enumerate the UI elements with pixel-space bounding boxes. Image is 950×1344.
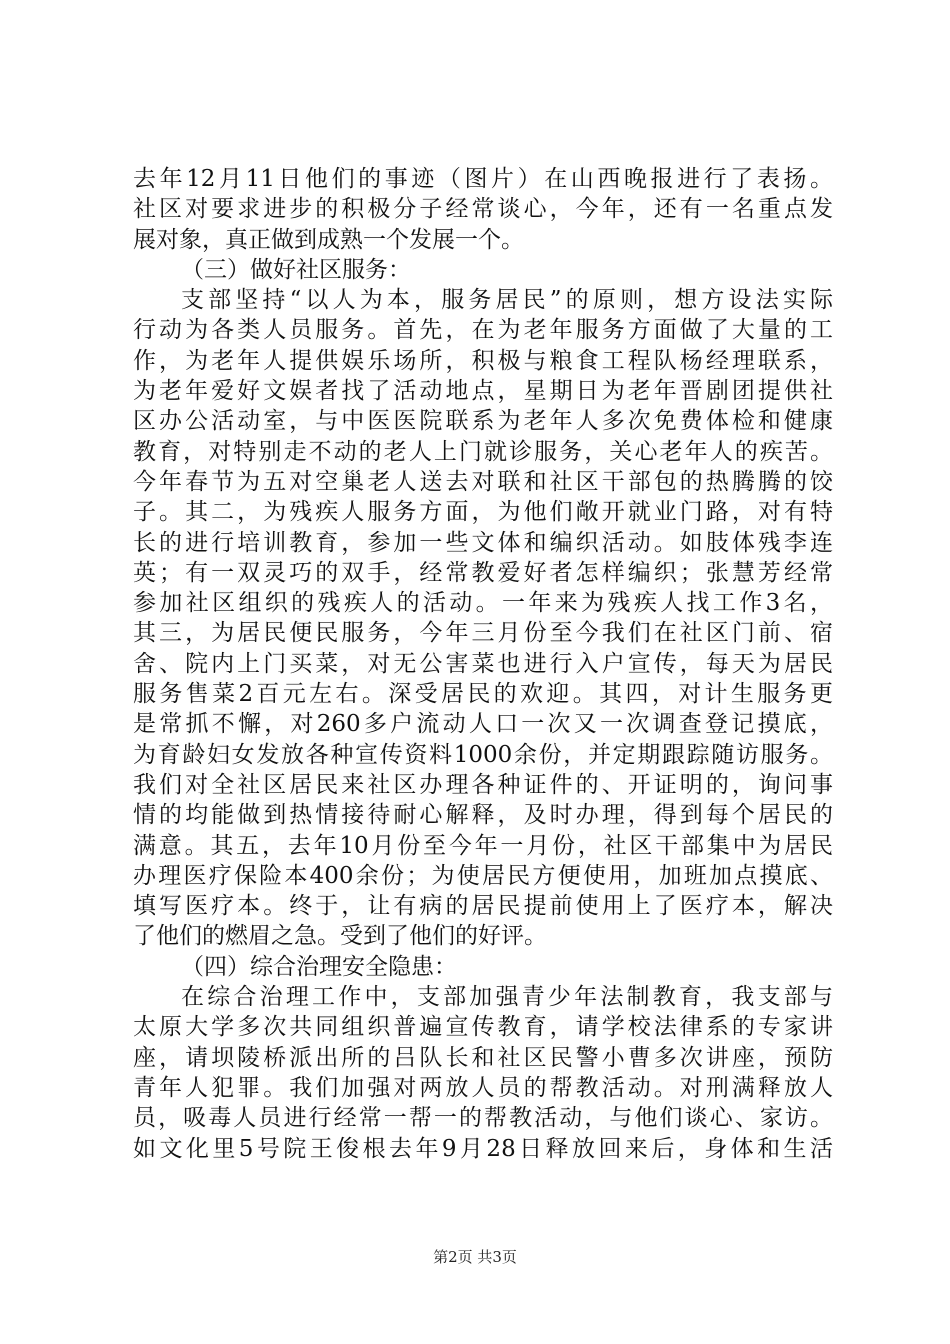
text-line: 服务售菜2百元左右。深受居民的欢迎。其四，对计生服务更 <box>133 681 833 708</box>
text-line: 去年12月11日他们的事迹（图片）在山西晚报进行了表扬。 <box>133 166 833 192</box>
text-line: 社区对要求进步的积极分子经常谈心，今年，还有一名重点发 <box>133 196 833 223</box>
text-line: 员，吸毒人员进行经常一帮一的帮教活动，与他们谈心、家访。 <box>133 1105 833 1132</box>
text-line: 太原大学多次共同组织普遍宣传教育，请学校法律系的专家讲 <box>133 1014 833 1041</box>
page-total: 共3页 <box>477 1248 517 1266</box>
page-number: 第2页 <box>433 1248 473 1266</box>
text-line: 为育龄妇女发放各种宣传资料1000余份，并定期跟踪随访服务。 <box>133 741 833 768</box>
text-line: 满意。其五，去年10月份至今年一月份，社区干部集中为居民 <box>133 832 833 859</box>
text-line: 其三，为居民便民服务，今年三月份至今我们在社区门前、宿 <box>133 620 833 647</box>
text-line: 为老年爱好文娱者找了活动地点，星期日为老年晋剧团提供社 <box>133 378 833 405</box>
text-line: 区办公活动室，与中医医院联系为老年人多次免费体检和健康 <box>133 408 833 435</box>
text-line: 今年春节为五对空巢老人送去对联和社区干部包的热腾腾的饺 <box>133 468 833 495</box>
text-line: 舍、院内上门买菜，对无公害菜也进行入户宣传，每天为居民 <box>133 650 833 677</box>
text-line: 长的进行培训教育，参加一些文体和编织活动。如肢体残李连 <box>133 529 833 556</box>
text-line: 了他们的燃眉之急。受到了他们的好评。 <box>133 923 547 950</box>
text-line: 办理医疗保险本400余份；为使居民方便使用，加班加点摸底、 <box>133 862 833 889</box>
text-line: 英；有一双灵巧的双手，经常教爱好者怎样编织；张慧芳经常 <box>133 559 833 586</box>
paragraph-first-line: 支部坚持“以人为本，服务居民”的原则，想方设法实际 <box>181 287 833 314</box>
page-footer <box>0 1247 950 1267</box>
text-line: 情的均能做到热情接待耐心解释，及时办理，得到每个居民的 <box>133 802 833 829</box>
text-line: 行动为各类人员服务。首先，在为老年服务方面做了大量的工 <box>133 317 833 344</box>
text-line: 填写医疗本。终于，让有病的居民提前使用上了医疗本，解决 <box>133 893 833 920</box>
document-body <box>133 164 833 1164</box>
section-heading: （四）综合治理安全隐患： <box>181 953 457 980</box>
text-line: 教育，对特别走不动的老人上门就诊服务，关心老年人的疾苦。 <box>133 438 833 465</box>
text-line: 展对象，真正做到成熟一个发展一个。 <box>133 226 524 253</box>
text-line: 作，为老年人提供娱乐场所，积极与粮食工程队杨经理联系， <box>133 347 833 374</box>
text-line: 我们对全社区居民来社区办理各种证件的、开证明的，询问事 <box>133 771 833 798</box>
text-line: 青年人犯罪。我们加强对两放人员的帮教活动。对刑满释放人 <box>133 1074 833 1101</box>
paragraph-first-line: 在综合治理工作中，支部加强青少年法制教育，我支部与 <box>181 984 833 1011</box>
text-line: 子。其二，为残疾人服务方面，为他们敞开就业门路，对有特 <box>133 499 833 526</box>
text-line: 是常抓不懈，对260多户流动人口一次又一次调查登记摸底， <box>133 711 833 738</box>
text-line: 如文化里5号院王俊根去年9月28日释放回来后，身体和生活 <box>133 1135 833 1162</box>
text-line: 座，请坝陵桥派出所的吕队长和社区民警小曹多次讲座，预防 <box>133 1044 833 1071</box>
section-heading: （三）做好社区服务： <box>181 256 411 283</box>
text-line: 参加社区组织的残疾人的活动。一年来为残疾人找工作3名， <box>133 590 833 617</box>
